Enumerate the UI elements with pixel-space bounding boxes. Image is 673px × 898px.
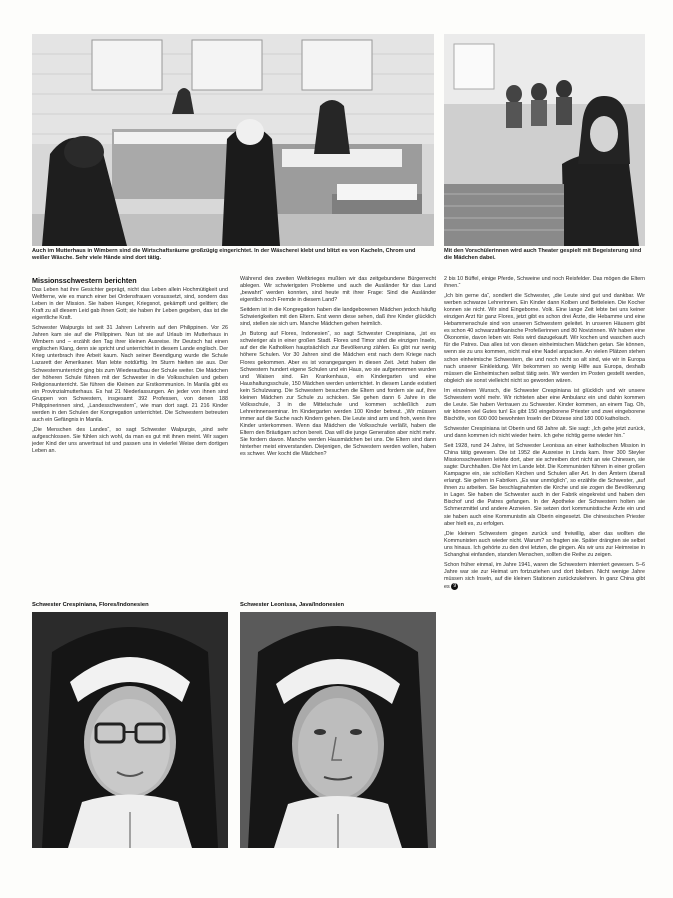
paragraph: „Die kleinen Schwestern gingen zurück und freiwillig, aber das wollten die Kommunisten auch wieder nicht. Warum? so fragten sie. Später drängten sie selbst uns hinaus. Ich gehörte zu den drei letzten, die gingen. Als wir uns zur Heimreise in Schanghai einfanden, standen Menschen, sollten die Reihe zu zeigen.: [444, 530, 645, 558]
paragraph: Das Leben hat ihre Gesichter geprägt, nicht das Leben allein Hochmütigkeit und Weltferne, wie es manch einer bei Ordensfrauen voraussetzt, sind, sondern das Leben in der Mission. Sie haben Hunger, Kriegsnot, gekämpft und gelitten; die Kraft zu all diesem Leid gab ihnen Gott; sie haben ihr Leben gegeben, das ist die eigentliche Kraft.: [32, 287, 228, 322]
paragraph: Seitdem ist in die Kongregation haben die landgeborenen Mädchen jedoch häufig Schwierigkeiten mit den Eltern. Erst wenn diese sehen, daß ihre Kinder glücklich sind, stellen sie sich um. Manche Mädchen gehen heimlich.: [240, 307, 436, 328]
paragraph: „Ich bin gerne da“, sondiert die Schwester, „die Leute sind gut und dankbar. Wir werben schwarze Lehrerinnen. Ein Kinder dann Kolben und Betteleien. Die Kocher konnen sie nicht. Wir sind Eingeborne. Volk. Eine lange Zeit lebte bei uns keiner einzigen Arzt für ganz Flores, jetzt gibt es schon drei Ärzte, die Hebamme und eine Hebammenschule sind von unseren Schwestern geleitet. In unseren Häusern gibt es schon 40 schwarzafrikanische Profeßerinnen und 80 Novizinnen. Wir haben eine Ökonomie, davon leben wir. Reis wird dazugekauft. Wir kochen und waschen auch für die Patres. Das alles ist von diesen einheimischen Mädchen getan. Sie können, wenn sie zu uns kommen, nicht mal eine Nadel anpacken. An vielen Plätzen stehen schon einheimische Schwestern, die und noch nicht so alt sind, wie wir in Europa nach unserer Einkleidung. Wir bekommen so wenig Hilfe aus Europa, deshalb müssen die Einheimischen selbst tätig sein. Wir werden im Posten gestellt werden, obgleich sie sonst vielleicht nicht so geworden wären.: [444, 293, 645, 384]
theater-class-photo: [444, 34, 645, 246]
paragraph: 2 bis 10 Büffel, einige Pferde, Schweine und noch Reisfelder. Das mögen die Eltern ihnen.“: [444, 276, 645, 290]
portrait-label-right: Schwester Leonissa, Java/Indonesien: [240, 602, 345, 608]
paragraph: Seit 1928, rund 24 Jahre, ist Schwester Leonissa an einer katholischen Mission in China tätig gewesen. Die ist 1952 die Ausreise in Linda kam. Ihrer 300 Steyler Missionsschwestern leitete dort, aber sie schreiben dort nicht an wie Chinesen, sie sagte: Durchhalten. Die Not im Lande lebt. Die Kommunisten führen in einer großen Kampagne ein, sie schloßen Kirchen und Schulen aller Art. In den Ämtern überall erlangt. Sie gehen in Fabriken. „Es war unmöglich“, so erzählte die Schwester, „auf ihnen zu arbeiten. Sie beschlagnahmten die Kirche und sie zogen die Bevölkerung in Lager. Sie haben die Schwester auch in der Fabrik eingekreist und haben den Bischof und die Patres gefangen. In der Apotheke der Schwestern holten sie Schmerzmittel und andere Arzneien. Sie setzen dort kommunistische Ärzte ein und sie haben auch eine Kommunistin als Oberin eingesetzt. Die chinesischen Priester aber hielt es, zu erfolgen.: [444, 443, 645, 527]
laundry-photo: [32, 34, 434, 246]
paragraph: „Die Menschen des Landes“, so sagt Schwester Walpurgis, „sind sehr aufgeschlossen. Sie fühlen sich wohl, da man es gut mit ihnen meint. Wir sagen jeder Kind der uns anvertraut ist und passen uns in vielerlei Weise dem dortigen Leben an.: [32, 426, 228, 455]
paragraph-text: Schon früher einmal, im Jahre 1941, waren die Schwestern interniert gewesen. 5–6 Jahre war sie zur Heimat um fortzuziehen und dort bleiben. Nicht wenige Jahre müssen sich Inseln, auf die kleinen Stationen zurückzukehren. In ganz China gibt es: [444, 561, 645, 590]
portrait-crespiniana: [32, 612, 228, 848]
portrait-leonissa: [240, 612, 436, 848]
paragraph: „In Butong auf Flores, Indonesien“, so sagt Schwester Crespiniana, „ist es schwieriger als in einer großen Stadt. Flores und Timor sind die einzigen Inseln, auf der die Katholiken hauptsächlich zur Bevölkerung zählen. Es gibt nur wenig höhere Schulen. Vor 30 Jahren sind die Mädchen erst nach dem Kriege nach Flores gekommen. Aber es ist vorangegangen in diesen Zeit. Jetzt haben die Schwestern hundert eigene Schulen und ein Haus, wo sie aufgenommen wurden und Waisen sind. Ein Krankenhaus, ein Kindergarten und eine Haushaltungsschule, 150 Mädchen werden unterrichtet. In diesem Lande existiert kein Schulzwang. Die Schwestern besuchen die Eltern und fordern sie auf, ihre kleinen Mädchen zur Schule zu schicken. Sie gehen dann 6 Jahre in die Volksschule, 3 in die Mittelschule und kommen schließlich zum Lehrerinnenseminar. Im Kindergarten werden 100 Kinder betreut. „Wir müssen immer auf die Suche nach Kindern gehen. Die Leute sind arm und froh, wenn ihre Kinder unterkommen. Wenn das Mädchen die Volksschule verläßt, haben die Eltern den Bräutigam schon bereit. Das will die junge Generation aber nicht mehr. Sie fordern davon. Manche werden Hausmädchen bei uns. Die Eltern sind dann hinterher meist einverstanden. Diejenigen, die Schwestern werden wollen, haben es schwer. Wer kocht die Mädchen?: [240, 331, 436, 458]
paragraph: [444, 562, 645, 591]
laundry-caption: Auch im Mutterhaus in Wimbern sind die Wirtschaftsräume großzügig eingerichtet. In der Wäscherei klebt und blitzt es von Kacheln, Chrom und weißer Wäsche. Sehr viele Hände sind dort tätig.: [32, 248, 416, 261]
theater-caption: Mit den Vorschülerinnen wird auch Theater gespielt mit Begeisterung sind die Mädchen dabei.: [444, 248, 642, 261]
paragraph: Während des zweiten Weltkrieges mußten wir das zeitgebundene Bürgerrecht ablegen. Wir schwierigsten Probleme und auch die Ausländer für das Land „bewahrt“ werden konnten, sind heute mit ihrer Frage: Sind die Ausländer eigentlich noch Fremde in diesem Land?: [240, 276, 436, 304]
paragraph: Im einzelnen Wunsch, die Schwester Crespiniana ist glücklich und wir unsere Schwestern wohl mehr. Wir richteten aber eine Ambulanz ein und dahin kommen die Leute. Sie haben Vertrauen zu Schwester. Kinder kommen, an einem Tag. Oh, wir können viel Gutes tun! Es gibt 150 eingeborene Priester und zwei eingeborene Bischöfe, von 600 000 bewohnten Inseln der Diözese sind 180 000 katholisch.: [444, 387, 645, 422]
portrait-label-left: Schwester Crespiniana, Flores/Indonesien: [32, 602, 149, 608]
paragraph: Schwester Walpurgis ist seit 31 Jahren Lehrerin auf den Philippinen. Vor 26 Jahren kam sie auf die Philippinen. Nun ist sie auf Urlaub im Mutterhaus in Wimbern und – erzählt den Tag ihrer kleinen Ausreise. Ihr Deutsch hat einen englischen Klang, denn sie spricht und unterrichtet in diesem Lande englisch. Der Krieg unterbrach ihre Arbeit kaum. Nach seiner Beendigung wurde die Schule Lazarett der Amerikaner. Man lebte notdürftig. Im Sturm hielten sie aus. Der Schwesternunterricht ging bis zum Wiederaufbau der Schule weiter. Die Mädchen der höheren Schule führen mit der Schwester in die Volksschulen und geben Religionsunterricht. Sie führen die Kleinen zur Erstkommunion. In Manila gibt es ein Provinzialmutterhaus. Es hat 21 Niederlassungen. An jeder von ihnen sind Gruppen von Schwestern, insgesamt 392 Professen, von denen 188 Philippinerinnen sind, „Landesschwestern“, wie man dort sagt. 21 216 Kinder werden in den Schulen der Kongregation unterrichtet. Die Schwestern betreuten auch ein Gefängnis in Manila.: [32, 325, 228, 423]
article-column-3: [444, 276, 645, 874]
article-column-1: [32, 276, 228, 596]
page-number-badge: 9: [451, 583, 458, 590]
paragraph: Schwester Crespiniana ist Oberin und 68 Jahre alt. Sie sagt: „Ich gehe jetzt zurück, und dann kommen ich nicht wieder heim. Ich gehe richtig gerne wieder hin.“: [444, 425, 645, 439]
article-column-2: [240, 276, 436, 596]
article-heading: Missionsschwestern berichten: [32, 276, 137, 285]
